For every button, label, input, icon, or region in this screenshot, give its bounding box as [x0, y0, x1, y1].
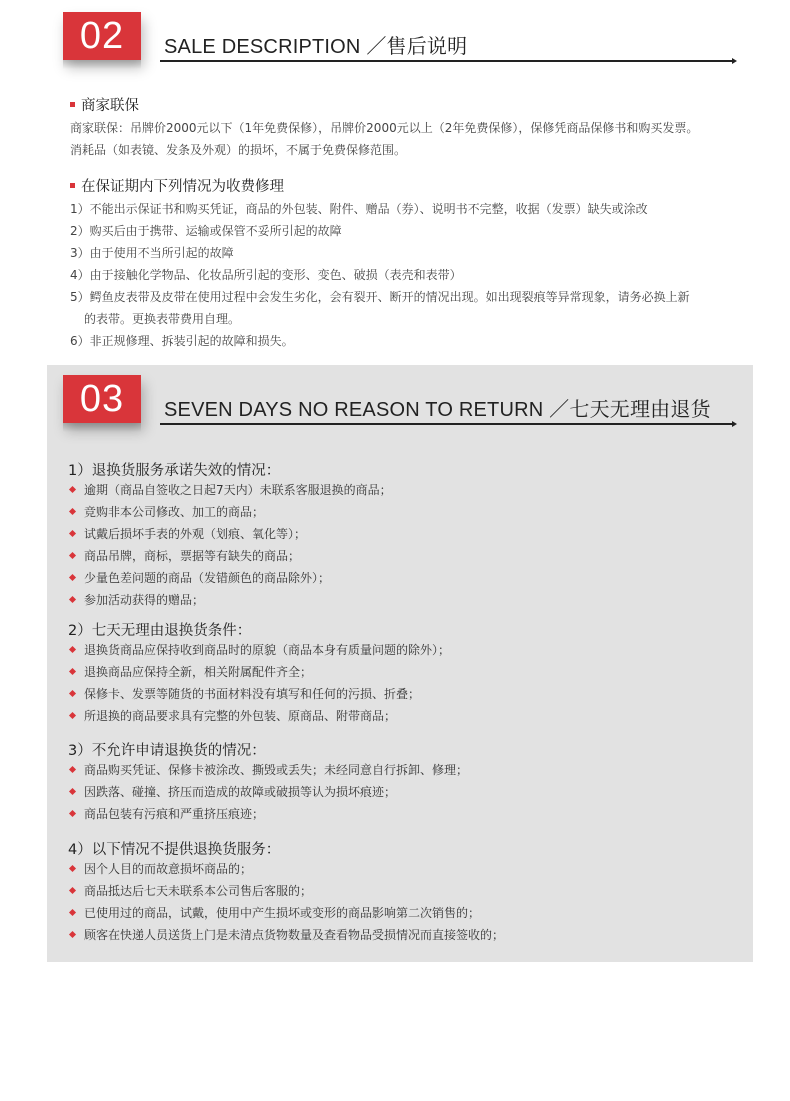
- list-item: [70, 860, 252, 877]
- paid-repair-item: 4）由于接触化学物品、化妆品所引起的变形、变色、破损（表壳和表带）: [70, 268, 462, 282]
- list-item-text: 因个人目的而故意损坏商品的；: [84, 862, 253, 876]
- list-item: [70, 783, 396, 800]
- list-item: [70, 761, 468, 778]
- paid-repair-item: 1）不能出示保证书和购买凭证，商品的外包装、附件、赠品（券）、说明书不完整，收据（发票）缺失或涂改: [70, 202, 648, 216]
- list-item: [70, 805, 264, 822]
- list-item: [70, 569, 330, 586]
- red-diamond-bullet-icon: [69, 766, 76, 773]
- list-item-text: 退换货商品应保持收到商品时的原貌（商品本身有质量问题的除外）；: [84, 643, 451, 657]
- underline-arrow-icon: [732, 421, 737, 427]
- group-heading: 4）以下情况不提供退换货服务：: [68, 842, 281, 858]
- list-item: [70, 685, 420, 702]
- red-diamond-bullet-icon: [69, 909, 76, 916]
- red-diamond-bullet-icon: [69, 508, 76, 515]
- list-item-text: 顾客在快递人员送货上门是未清点货物数量及查看物品受损情况而直接签收的；: [84, 928, 505, 942]
- section-title: SALE DESCRIPTION ／售后说明: [164, 36, 468, 58]
- paid-repair-heading: [70, 175, 284, 196]
- list-item-text: 逾期（商品自签收之日起7天内）未联系客服退换的商品；: [84, 483, 392, 497]
- red-diamond-bullet-icon: [69, 646, 76, 653]
- red-diamond-bullet-icon: [69, 788, 76, 795]
- red-diamond-bullet-icon: [69, 552, 76, 559]
- list-item: [70, 641, 450, 658]
- list-item: [70, 926, 504, 943]
- paid-repair-item-continued: 的表带。更换表带费用自理。: [84, 312, 241, 326]
- list-item-text: 商品购买凭证、保修卡被涂改、撕毁或丢失；未经同意自行拆卸、修理；: [84, 763, 469, 777]
- paid-repair-item: 6）非正规修理、拆装引起的故障和损失。: [70, 334, 294, 348]
- list-item: [70, 707, 396, 724]
- paid-repair-item: 3）由于使用不当所引起的故障: [70, 246, 234, 260]
- list-item: [70, 591, 204, 608]
- list-item-text: 参加活动获得的赠品；: [84, 593, 205, 607]
- list-item: [70, 882, 312, 899]
- list-item-text: 商品吊牌，商标，票据等有缺失的商品；: [84, 549, 301, 563]
- list-item: [70, 547, 300, 564]
- list-item: [70, 525, 306, 542]
- list-item: [70, 503, 264, 520]
- list-item-text: 试戴后损坏手表的外观（划痕、氧化等）；: [84, 527, 307, 541]
- list-item-text: 退换商品应保持全新，相关附属配件齐全；: [84, 665, 313, 679]
- section-title: SEVEN DAYS NO REASON TO RETURN ／七天无理由退货: [164, 399, 711, 421]
- list-item: [70, 663, 312, 680]
- list-item-text: 已使用过的商品，试戴，使用中产生损坏或变形的商品影响第二次销售的；: [84, 906, 481, 920]
- group-heading: 3）不允许申请退换货的情况：: [68, 743, 266, 759]
- heading-text: 商家联保: [81, 98, 139, 114]
- red-diamond-bullet-icon: [69, 668, 76, 675]
- red-diamond-bullet-icon: [69, 712, 76, 719]
- list-item: [70, 904, 480, 921]
- red-diamond-bullet-icon: [69, 690, 76, 697]
- red-diamond-bullet-icon: [69, 887, 76, 894]
- red-square-bullet-icon: [70, 183, 75, 188]
- list-item-text: 所退换的商品要求具有完整的外包装、原商品、附带商品；: [84, 709, 397, 723]
- red-diamond-bullet-icon: [69, 596, 76, 603]
- merchant-warranty-line: 商家联保：吊牌价2000元以下（1年免费保修），吊牌价2000元以上（2年免费保修），保修凭商品保修书和购买发票。: [70, 121, 699, 135]
- red-diamond-bullet-icon: [69, 574, 76, 581]
- red-diamond-bullet-icon: [69, 486, 76, 493]
- group-heading: 1）退换货服务承诺失效的情况：: [68, 463, 281, 479]
- red-diamond-bullet-icon: [69, 810, 76, 817]
- list-item-text: 保修卡、发票等随货的书面材料没有填写和任何的污损、折叠；: [84, 687, 421, 701]
- group-heading: 2）七天无理由退换货条件：: [68, 623, 252, 639]
- red-diamond-bullet-icon: [69, 931, 76, 938]
- red-diamond-bullet-icon: [69, 530, 76, 537]
- list-item-text: 因跌落、碰撞、挤压而造成的故障或破损等认为损坏痕迹；: [84, 785, 397, 799]
- list-item-text: 少量色差问题的商品（发错颜色的商品除外）；: [84, 571, 331, 585]
- list-item-text: 商品包装有污痕和严重挤压痕迹；: [84, 807, 265, 821]
- title-underline: [160, 423, 732, 425]
- underline-arrow-icon: [732, 58, 737, 64]
- heading-text: 在保证期内下列情况为收费修理: [81, 179, 284, 195]
- paid-repair-item: 5）鳄鱼皮表带及皮带在使用过程中会发生劣化，会有裂开、断开的情况出现。如出现裂痕等异常现象，请务必换上新: [70, 290, 690, 304]
- merchant-warranty-line: 消耗品（如表镜、发条及外观）的损坏，不属于免费保修范围。: [70, 143, 407, 157]
- section-number-badge: 02: [63, 12, 141, 60]
- list-item: [70, 481, 392, 498]
- list-item-text: 竞购非本公司修改、加工的商品；: [84, 505, 265, 519]
- merchant-warranty-heading: [70, 94, 139, 115]
- section-number-badge: 03: [63, 375, 141, 423]
- list-item-text: 商品抵达后七天未联系本公司售后客服的；: [84, 884, 313, 898]
- title-underline: [160, 60, 732, 62]
- red-diamond-bullet-icon: [69, 865, 76, 872]
- red-square-bullet-icon: [70, 102, 75, 107]
- paid-repair-item: 2）购买后由于携带、运输或保管不妥所引起的故障: [70, 224, 342, 238]
